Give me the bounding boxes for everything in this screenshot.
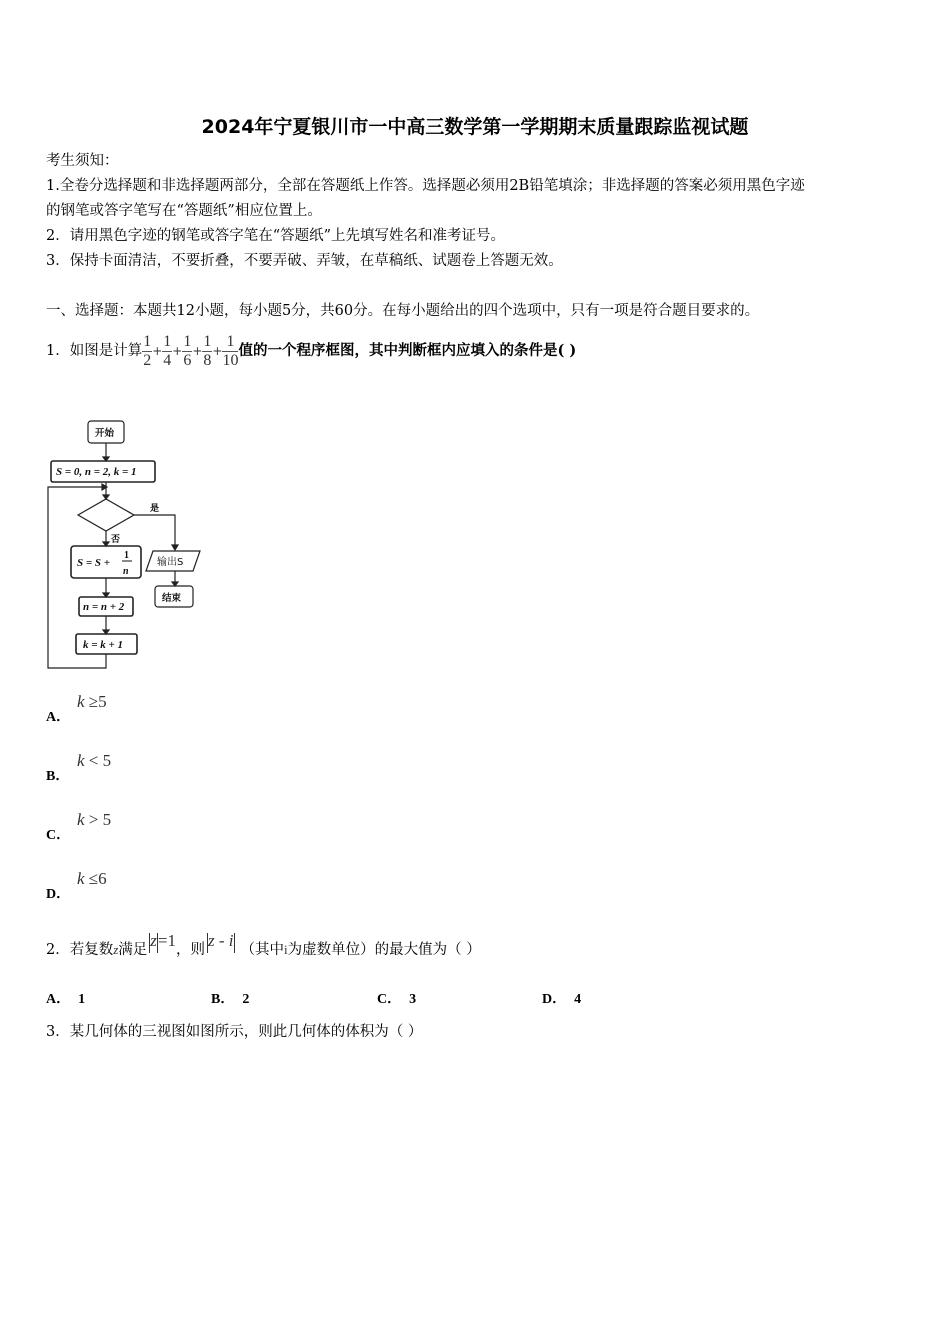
plus-sign: + — [172, 344, 183, 358]
plus-sign: + — [212, 344, 223, 358]
flow-update-k-label: k = k + 1 — [83, 639, 124, 651]
flow-update-s-den: n — [123, 566, 129, 577]
question-1-prefix: 1．如图是计算 — [46, 343, 143, 359]
q2-option-c[interactable]: C． 3 — [377, 992, 417, 1007]
flow-start-label: 开始 — [95, 428, 115, 439]
q2-option-b[interactable]: B． 2 — [211, 992, 250, 1007]
q2-option-d[interactable]: D． 4 — [542, 992, 582, 1007]
variable-z: z — [113, 942, 119, 957]
question-1 — [46, 328, 576, 374]
section-heading: 一、选择题：本题共12小题，每小题5分，共60分。在每小题给出的四个选项中，只有一项是符合题目要求的。 — [46, 303, 760, 319]
question-3: 3．某几何体的三视图如图所示，则此几何体的体积为（ ） — [46, 1024, 423, 1040]
page-title: 2024年宁夏银川市一中高三数学第一学期期末质量跟踪监视试题 — [201, 116, 749, 138]
flow-decision-diamond — [78, 499, 134, 531]
question-2-part5: 为虚数单位）的最大值为（ ） — [287, 942, 481, 958]
fraction-4: $\frac{1}{8}$ — [203, 332, 212, 369]
question-1-suffix: 值的一个程序框图，其中判断框内应填入的条件是( ) — [238, 342, 577, 359]
program-flowchart — [40, 415, 220, 675]
q1-option-c-letter[interactable]: C． — [46, 828, 71, 843]
q1-option-d-letter[interactable]: D． — [46, 887, 71, 902]
q1-option-a-letter[interactable]: A． — [46, 710, 71, 725]
q1-option-a-expr: k ≥5 — [77, 692, 107, 711]
flow-update-s-num: 1 — [124, 550, 129, 561]
fraction-5: $\frac{1}{10}$ — [222, 332, 239, 369]
notice-item-1b: 的钢笔或答字笔写在“答题纸”相应位置上。 — [46, 203, 322, 219]
plus-sign: + — [152, 344, 163, 358]
question-2-part4: （其中 — [240, 942, 285, 958]
flow-yes-label: 是 — [150, 504, 160, 514]
q1-option-c-expr: k > 5 — [77, 810, 112, 829]
q1-option-b-expr: k < 5 — [77, 751, 112, 770]
flow-update-s-label: S = S + — [77, 557, 111, 569]
flow-update-n-label: n = n + 2 — [83, 601, 125, 613]
plus-sign: + — [192, 344, 203, 358]
question-2 — [46, 930, 481, 970]
fraction-1: $\frac{1}{2}$ — [143, 332, 152, 369]
question-2-part2: 满足 — [118, 942, 148, 958]
abs-z-minus-i: z - i — [207, 931, 235, 952]
flow-output-label: 输出S — [157, 557, 184, 568]
flow-end-label: 结束 — [162, 593, 182, 604]
question-2-part3: ，则 — [176, 942, 206, 958]
flow-init-label: S = 0, n = 2, k = 1 — [56, 466, 137, 478]
notice-heading: 考生须知： — [46, 153, 119, 169]
flow-no-label: 否 — [111, 535, 121, 545]
notice-item-1a: 1.全卷分选择题和非选择题两部分，全部在答题纸上作答。选择题必须用2B铅笔填涂；非选择题的答案必须用黑色字迹 — [46, 178, 805, 194]
fraction-2: $\frac{1}{4}$ — [163, 332, 172, 369]
fraction-3: $\frac{1}{6}$ — [183, 332, 192, 369]
notice-item-2: 2．请用黑色字迹的钢笔或答字笔在“答题纸”上先填写姓名和准考证号。 — [46, 228, 506, 244]
q2-option-a[interactable]: A． 1 — [46, 992, 86, 1007]
question-2-part1: 2．若复数 — [46, 942, 114, 958]
q1-option-b-letter[interactable]: B． — [46, 769, 70, 784]
notice-item-3: 3．保持卡面清洁，不要折叠，不要弄破、弄皱，在草稿纸、试题卷上答题无效。 — [46, 253, 563, 269]
imaginary-unit: i — [284, 942, 288, 957]
abs-z-equals-1: z=1 — [149, 931, 176, 952]
q1-option-d-expr: k ≤6 — [77, 869, 107, 888]
